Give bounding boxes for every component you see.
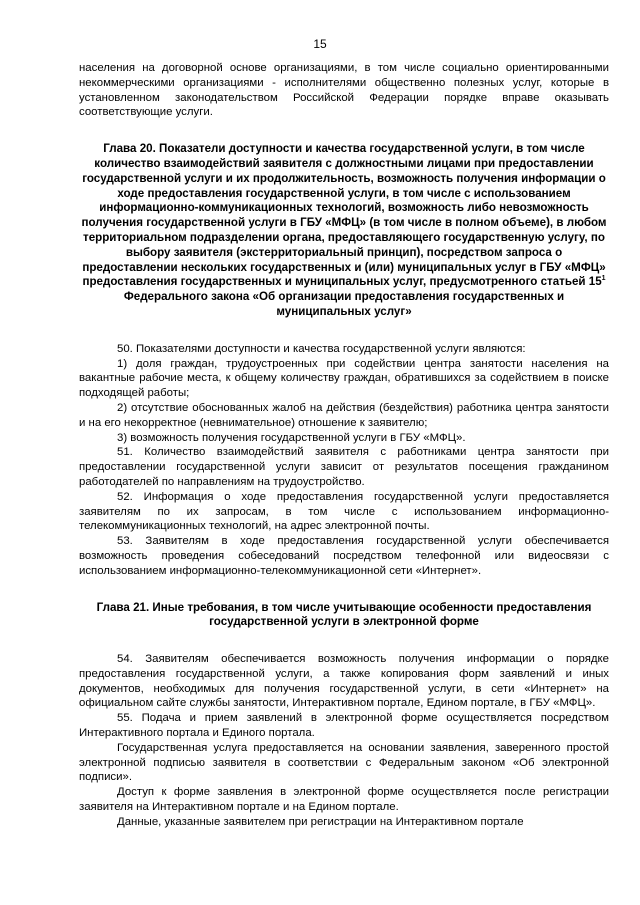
paragraph-55-signature: Государственная услуга предоставляется на основании заявления, заверенного простой электронной подписью заявителя в соответствии с Федеральным законом «Об электронной подписи». xyxy=(79,741,609,784)
chapter-20-title-superscript: 1 xyxy=(601,275,606,283)
spacer xyxy=(79,579,609,601)
paragraph-53: 53. Заявителям в ходе предоставления государственной услуги обеспечивается возможность проведения собеседований посредством телефонной или видеосвязи с использованием информационно-телекоммуникационной сети «Интернет». xyxy=(79,535,609,577)
paragraph-54: 54. Заявителям обеспечивается возможность получения информации о порядке предоставления государственной услуги, а также копирования форм заявлений и иных документов, необходимых для получения государственной услуги, в сети «Интернет» на официальном сайте службы занятости, Интерактивном портале, Едином портале, в ГБУ «МФЦ». xyxy=(79,653,609,710)
paragraph-50: 50. Показателями доступности и качества государственной услуги являются: xyxy=(117,342,526,355)
document-body xyxy=(79,61,609,830)
paragraph-55-access: Доступ к форме заявления в электронной форме осуществляется после регистрации заявителя на Интерактивном портале и на Едином портале. xyxy=(79,786,609,814)
chapter-20-title xyxy=(79,142,609,320)
paragraph-50-item-3: 3) возможность получения государственной услуги в ГБУ «МФЦ». xyxy=(117,431,466,444)
chapter-20-title-text-end: Федерального закона «Об организации предоставления государственных и муниципальных услуг» xyxy=(123,290,565,318)
spacer xyxy=(79,320,609,342)
intro-paragraph: населения на договорной основе организациями, в том числе социально ориентированными некоммерческими организациями - исполнителями общественно полезных услуг, которые в установленном законодательством Российской Федерации порядке вправе оказывать соответствующие услуги. xyxy=(79,62,609,119)
paragraph-55-data: Данные, указанные заявителем при регистрации на Интерактивном портале xyxy=(117,815,524,828)
spacer xyxy=(79,120,609,142)
paragraph-52: 52. Информация о ходе предоставления государственной услуги предоставляется заявителям по их запросам, в том числе с использованием информационно-телекоммуникационных технологий, на адрес электронной почты. xyxy=(79,490,609,533)
chapter-20-title-text: Глава 20. Показатели доступности и качества государственной услуги, в том числе количество взаимодействий заявителя с должностными лицами при предоставлении государственной услуги и их продолжительность, возможность получения информации о ходе предоставления государственной услуги, в том числе с использованием информационно-коммуникационных технологий, возможность либо невозможность получения государственной услуги в ГБУ «МФЦ» (в том числе в полном объеме), в любом территориальном подразделении органа, предоставляющего государственную услугу, по выбору заявителя (экстерриториальный принцип), посредством запроса о предоставлении нескольких государственных и (или) муниципальных услуг в ГБУ «МФЦ» предоставления государственных и муниципальных услуг, предусмотренного статьей 15 xyxy=(81,142,607,289)
paragraph-50-item-2: 2) отсутствие обоснованных жалоб на действия (бездействия) работника центра занятости и на его некорректное (невнимательное) отношение к заявителю; xyxy=(79,401,609,429)
spacer xyxy=(79,630,609,652)
paragraph-51: 51. Количество взаимодействий заявителя с работниками центра занятости при предоставлении государственной услуги зависит от результатов посещения гражданином работодателей по направлениям на трудоустройство. xyxy=(79,446,609,488)
paragraph-50-item-1: 1) доля граждан, трудоустроенных при содействии центра занятости населения на вакантные рабочие места, к общему количеству граждан, обратившихся за содействием в поиске подходящей работы; xyxy=(79,357,609,400)
page-number: 15 xyxy=(313,37,327,51)
paragraph-55: 55. Подача и прием заявлений в электронной форме осуществляется посредством Интерактивного портала и Единого портала. xyxy=(79,712,609,740)
chapter-21-title: Глава 21. Иные требования, в том числе учитывающие особенности предоставления государственной услуги в электронной форме xyxy=(96,600,592,629)
